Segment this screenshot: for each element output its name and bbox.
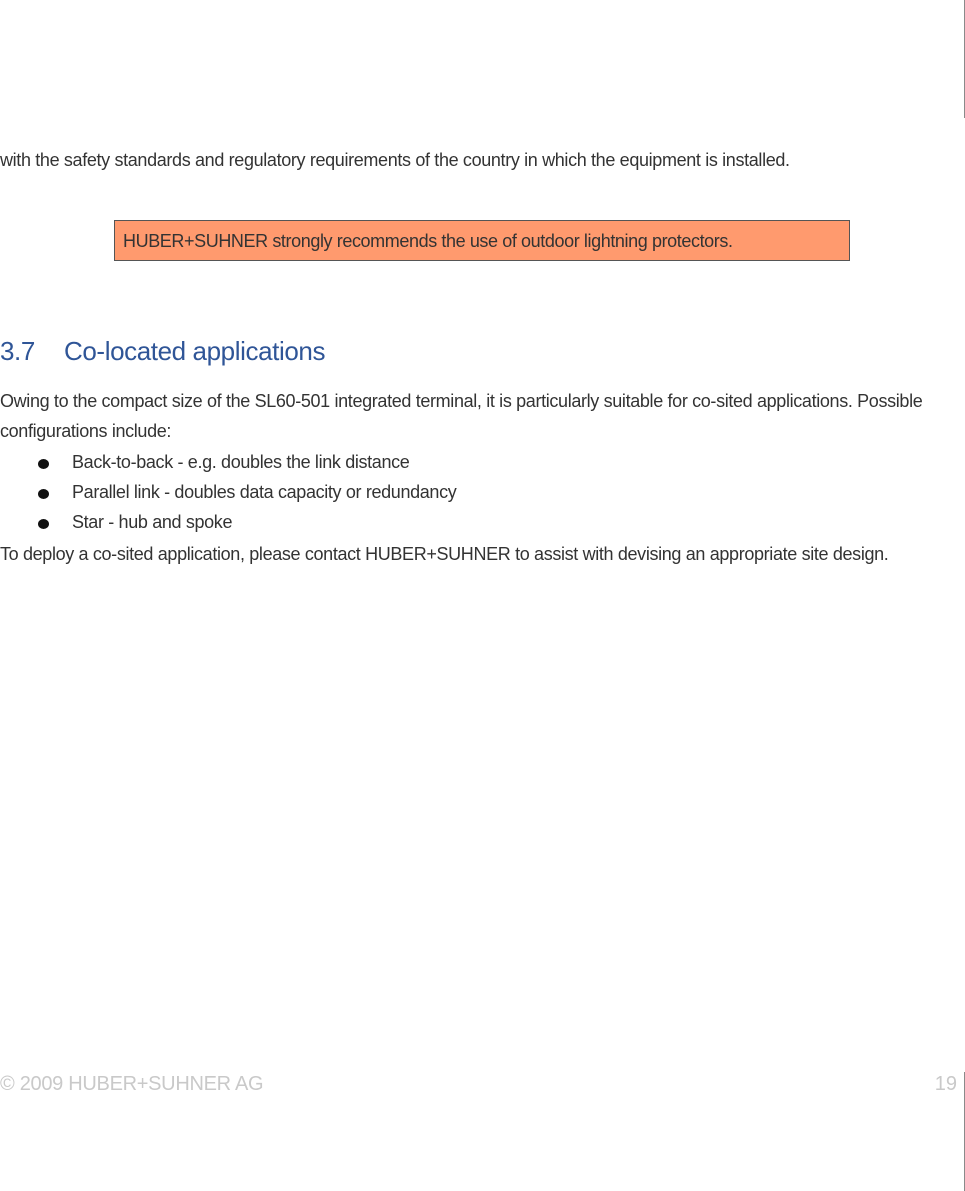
bullet-icon	[38, 519, 49, 529]
list-item	[0, 447, 456, 477]
list-item-text: Parallel link - doubles data capacity or redundancy	[72, 482, 457, 502]
list-item-text: Back-to-back - e.g. doubles the link distance	[72, 452, 410, 472]
configuration-list	[0, 447, 456, 537]
section-heading	[0, 334, 325, 368]
list-item	[0, 477, 456, 507]
warning-callout: HUBER+SUHNER strongly recommends the use of outdoor lightning protectors.	[114, 220, 850, 261]
footer-copyright: © 2009 HUBER+SUHNER AG	[0, 1073, 264, 1095]
paragraph-1: Owing to the compact size of the SL60-501 integrated terminal, it is particularly suitable for co-sited applications. Possible configurations include:	[0, 391, 923, 441]
page-number: 19	[934, 1073, 957, 1095]
section-number: 3.7	[0, 336, 35, 366]
bullet-icon	[38, 459, 49, 469]
paragraph-2: To deploy a co-sited application, please contact HUBER+SUHNER to assist with devising an appropriate site design.	[0, 544, 889, 564]
bullet-icon	[38, 489, 49, 499]
intro-text: with the safety standards and regulatory requirements of the country in which the equipment is installed.	[0, 150, 790, 170]
list-item-text: Star - hub and spoke	[72, 512, 233, 532]
list-item	[0, 507, 456, 537]
section-title: Co-located applications	[64, 336, 326, 366]
